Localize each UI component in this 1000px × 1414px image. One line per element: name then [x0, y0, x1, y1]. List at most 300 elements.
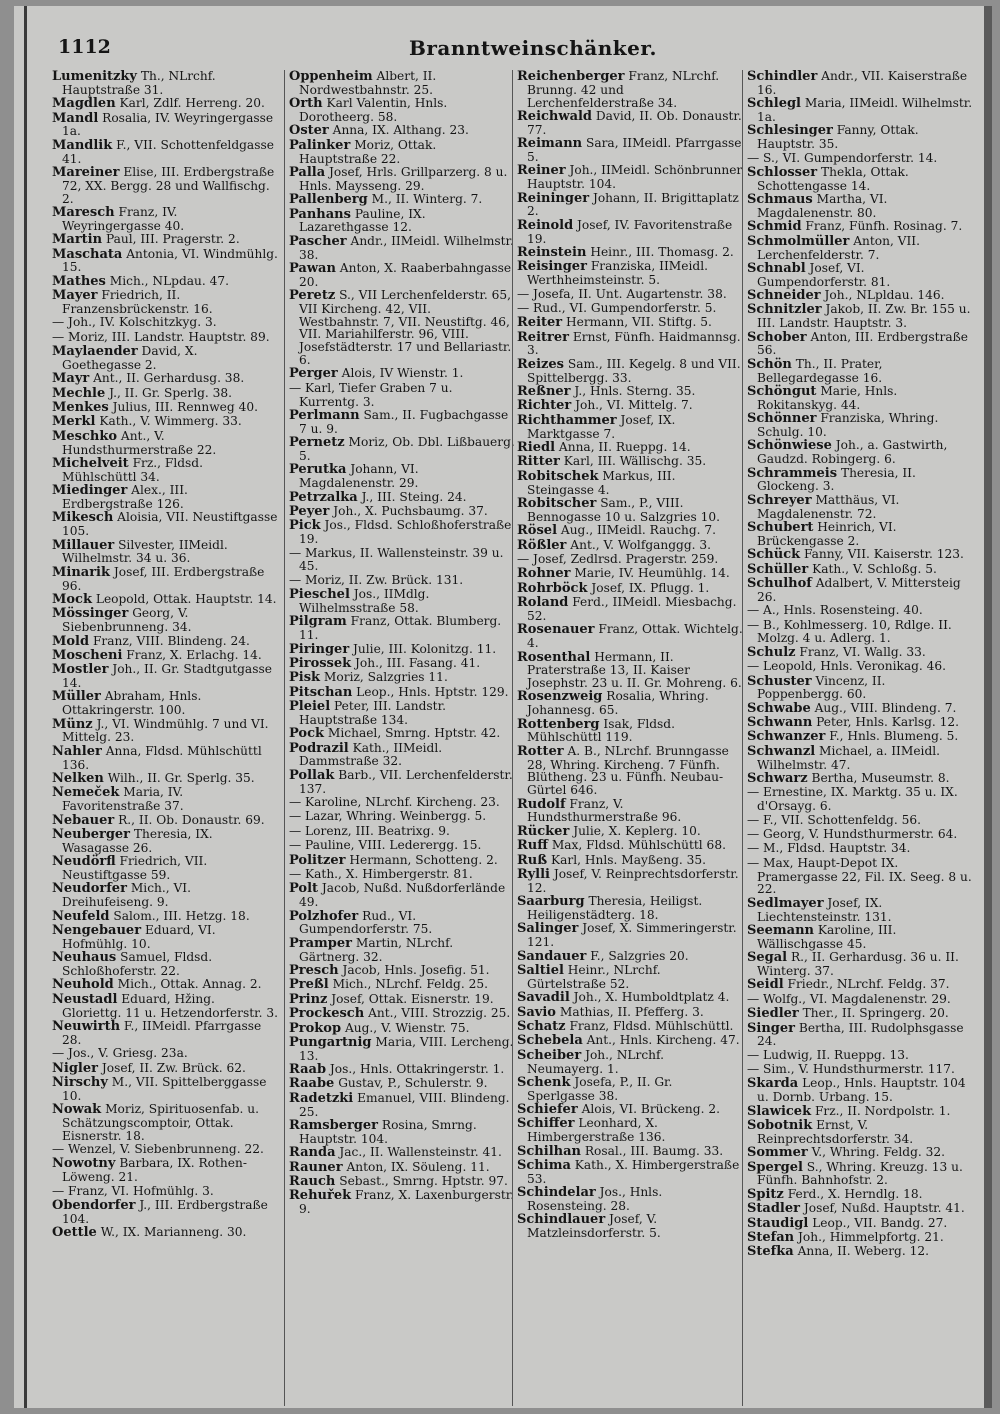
entry-details: Josef, X. Simmeringerstr. 121.	[527, 921, 737, 950]
entry-name: Müller	[52, 689, 101, 705]
directory-entry	[747, 439, 973, 466]
entry-details: Josef, Hrls. Grillparzerg. 8 u. Hnls. Maysseng. 29.	[299, 164, 508, 193]
entry-name: Reßner	[517, 384, 571, 400]
directory-entry	[517, 567, 743, 581]
directory-entry	[52, 457, 278, 484]
directory-entry	[747, 842, 973, 856]
entry-details: — Leopold, Hnls. Veronikag. 46.	[747, 659, 947, 674]
directory-entry	[747, 857, 973, 896]
directory-entry	[517, 718, 743, 745]
entry-name: Rohner	[517, 566, 571, 582]
directory-entry	[52, 993, 278, 1020]
entry-details: Joh., X. Humboldtplatz 4.	[573, 990, 730, 1005]
directory-entry	[517, 358, 743, 385]
entry-details: — Lazar, Whring. Weinbergg. 5.	[289, 809, 487, 824]
directory-entry	[517, 470, 743, 497]
entry-details: Ernst, Fünfh. Haidmannsg. 3.	[527, 329, 741, 358]
entry-name: Michelveit	[52, 456, 129, 471]
directory-entry	[289, 166, 515, 193]
entry-name: Schwanzl	[747, 743, 816, 759]
entry-details: Leonhard, X. Himbergerstraße 136.	[527, 1116, 666, 1145]
entry-details: Franz, Ottak. Wichtelg. 4.	[527, 622, 743, 651]
entry-name: Merkl	[52, 414, 96, 430]
entry-name: Rosenthal	[517, 649, 591, 665]
page-header	[44, 36, 992, 62]
entry-name: Neufeld	[52, 908, 110, 924]
directory-entry	[52, 855, 278, 882]
directory-entry	[747, 660, 973, 674]
entry-name: Prinz	[289, 991, 328, 1007]
entry-details: — Josef, Zedlrsd. Pragerstr. 259.	[517, 551, 719, 566]
entry-name: Schneider	[747, 288, 821, 304]
entry-name: Reisinger	[517, 259, 587, 275]
entry-name: Rehuřek	[289, 1188, 352, 1204]
entry-details: Mathias, II. Pfefferg. 3.	[559, 1004, 704, 1019]
entry-name: Reinold	[517, 217, 574, 233]
entry-details: Samuel, Fldsd. Schloßhoferstr. 22.	[62, 950, 213, 978]
directory-entry	[52, 539, 278, 566]
entry-name: Schmid	[747, 219, 802, 235]
entry-details: Matthäus, VI. Magdalenenstr. 72.	[757, 492, 900, 521]
directory-entry	[517, 302, 743, 316]
entry-details: Kath., V. Wimmerg. 33.	[99, 414, 242, 429]
directory-entry	[52, 786, 278, 813]
binding-edge	[24, 6, 27, 1408]
entry-details: Anton, III. Erdbergstraße 56.	[757, 329, 968, 358]
directory-entry	[517, 854, 743, 868]
directory-entry	[289, 208, 515, 235]
directory-entry	[52, 772, 278, 786]
entry-name: Reichwald	[517, 108, 593, 124]
entry-name: Riedl	[517, 440, 556, 456]
directory-entry	[289, 1146, 515, 1160]
directory-entry	[517, 651, 743, 690]
entry-details: Wilh., II. Gr. Sperlg. 35.	[107, 771, 255, 786]
directory-entry	[289, 686, 515, 700]
entry-details: Leopold, Ottak. Hauptstr. 14.	[95, 591, 277, 606]
entry-details: — A., Hnls. Rosensteing. 40.	[747, 603, 923, 618]
entry-name: Schubert	[747, 519, 814, 535]
entry-details: Ant., Hnls. Kircheng. 47.	[586, 1033, 740, 1048]
entry-details: Michael, Smrng. Hptstr. 42.	[327, 726, 501, 741]
directory-entry	[747, 548, 973, 562]
entry-details: — Lorenz, III. Beatrixg. 9.	[289, 823, 450, 838]
directory-entry	[52, 387, 278, 401]
directory-entry	[289, 854, 515, 868]
directory-entry	[52, 1076, 278, 1103]
entry-details: Ferd., X. Herndlg. 18.	[787, 1186, 923, 1201]
entry-name: Mechle	[52, 385, 106, 401]
directory-entry	[517, 690, 743, 717]
entry-details: — Georg, V. Hundsthurmerstr. 64.	[747, 827, 958, 842]
directory-entry	[517, 246, 743, 260]
entry-name: Schebela	[517, 1033, 583, 1049]
entry-details: Jacob, Hnls. Josefig. 51.	[342, 962, 490, 977]
entry-details: Bertha, III. Rudolphsgasse 24.	[757, 1020, 964, 1049]
entry-name: Rotter	[517, 743, 564, 759]
entry-name: Panhans	[289, 206, 351, 222]
entry-details: R., II. Ob. Donaustr. 69.	[118, 812, 265, 827]
entry-details: Karl, Zdlf. Herreng. 20.	[119, 96, 265, 111]
entry-details: Joh., VI. Mittelg. 7.	[575, 398, 693, 413]
entry-name: Nemeček	[52, 785, 120, 801]
directory-entry	[289, 671, 515, 685]
entry-details: Franz, VIII. Blindeng. 24.	[92, 633, 250, 648]
entry-name: Neustadl	[52, 991, 118, 1007]
entry-details: Julie, III. Kolonitzg. 11.	[353, 641, 497, 656]
entry-details: Markus, III. Steingasse 4.	[527, 468, 676, 497]
entry-name: Martin	[52, 232, 103, 248]
entry-details: Aloisia, VII. Neustiftgasse 105.	[62, 510, 278, 539]
directory-entry	[517, 950, 743, 964]
entry-name: Neuhold	[52, 977, 114, 993]
entry-name: Schrammeis	[747, 465, 838, 481]
directory-entry	[747, 467, 973, 494]
entry-name: Minarik	[52, 564, 110, 580]
directory-entry	[517, 553, 743, 567]
entry-name: Mandlik	[52, 137, 113, 153]
entry-details: Julie, X. Keplerg. 10.	[573, 823, 701, 838]
directory-entry	[747, 124, 973, 151]
directory-entry	[517, 414, 743, 441]
entry-details: Joh., II. Gr. Stadtgutgasse 14.	[62, 662, 272, 691]
directory-entry	[289, 97, 515, 124]
directory-entry	[289, 742, 515, 769]
page-title: Branntweinschänker.	[408, 36, 658, 60]
entry-name: Singer	[747, 1020, 795, 1036]
directory-entry	[52, 233, 278, 247]
entry-name: Perger	[289, 366, 338, 382]
entry-name: Nelken	[52, 771, 104, 787]
entry-name: Radetzki	[289, 1090, 354, 1106]
entry-details: Joh., a. Gastwirth, Gaudzd. Robingerg. 6.	[757, 438, 948, 467]
entry-details: Adalbert, V. Mittersteig 26.	[757, 575, 961, 604]
entry-details: Friedrich, VII. Neustiftgasse 59.	[62, 854, 208, 882]
entry-details: Andr., VII. Kaiserstraße 16.	[757, 70, 968, 97]
directory-entry	[747, 1146, 973, 1160]
entry-details: Alois, IV Wienstr. 1.	[341, 366, 464, 381]
entry-name: Nengebauer	[52, 922, 142, 938]
entry-details: Fanny, VII. Kaiserstr. 123.	[804, 547, 964, 562]
entry-name: Podrazil	[289, 740, 349, 756]
entry-name: Schindelar	[517, 1185, 596, 1201]
directory-entry	[747, 166, 973, 193]
entry-details: Anton, VII. Lerchenfelderstr. 7.	[757, 233, 920, 262]
entry-details: Andr., IIMeidl. Wilhelmstr. 38.	[299, 233, 514, 262]
entry-details: Kath., IIMeidl. Dammstraße 32.	[299, 740, 443, 769]
directory-entry	[517, 868, 743, 895]
entry-name: Obendorfer	[52, 1198, 136, 1214]
entry-name: Pieschel	[289, 587, 350, 603]
directory-entry	[747, 993, 973, 1007]
entry-details: Hermann, II. Praterstraße 13, II. Kaiser Josephstr. 23 u. II. Gr. Mohreng. 6.	[527, 649, 742, 691]
directory-entry	[747, 97, 973, 124]
entry-details: Vincenz, II. Poppenbergg. 60.	[757, 673, 886, 702]
directory-entry	[289, 262, 515, 289]
entry-name: Menkes	[52, 400, 109, 416]
entry-details: Mich., NLrchf. Feldg. 25.	[332, 977, 488, 992]
directory-entry	[747, 262, 973, 289]
entry-details: Ant., V. Hundsthurmerstraße 22.	[62, 428, 217, 457]
entry-name: Schwabe	[747, 700, 811, 716]
directory-entry	[517, 964, 743, 991]
entry-details: Julius, III. Rennweg 40.	[112, 400, 258, 415]
directory-entry	[517, 385, 743, 399]
entry-details: Fanny, Ottak. Hauptstr. 35.	[757, 123, 919, 152]
entry-name: Peretz	[289, 288, 336, 304]
entry-name: Mareiner	[52, 164, 120, 180]
directory-page	[14, 6, 992, 1408]
directory-entry	[517, 441, 743, 455]
entry-details: — Sim., V. Hundsthurmerstr. 117.	[747, 1062, 955, 1077]
directory-entry	[289, 1119, 515, 1146]
entry-name: Rösel	[517, 523, 558, 539]
entry-details: Isak, Fldsd. Mühlschüttl 119.	[527, 716, 675, 745]
entry-name: Neuhaus	[52, 950, 117, 966]
directory-entry	[517, 895, 743, 922]
entry-name: Polt	[289, 881, 319, 897]
entry-details: Thekla, Ottak. Schottengasse 14.	[757, 164, 909, 193]
entry-details: — Ludwig, II. Rueppg. 13.	[747, 1047, 909, 1062]
entry-details: Gustav, P., Schulerstr. 9.	[338, 1076, 488, 1091]
entry-name: Raabe	[289, 1076, 335, 1092]
directory-entry	[289, 139, 515, 166]
entry-name: Pollak	[289, 767, 335, 783]
entry-name: Petrzalka	[289, 489, 358, 505]
entry-details: Aug., V. Wienstr. 75.	[344, 1020, 470, 1035]
entry-details: Josef, Ottak. Eisnerstr. 19.	[331, 991, 494, 1006]
entry-name: Rosenzweig	[517, 689, 603, 705]
entry-details: — Wenzel, V. Siebenbrunneng. 22.	[52, 1142, 264, 1157]
directory-entry	[517, 524, 743, 538]
entry-details: — Karoline, NLrchf. Kircheng. 23.	[289, 795, 500, 810]
entry-details: M., VII. Spittelberggasse 10.	[62, 1074, 267, 1103]
directory-entry	[747, 730, 973, 744]
entry-name: Perlmann	[289, 408, 360, 424]
entry-details: Mich., VI. Dreihufeiseng. 9.	[62, 881, 191, 910]
directory-entry	[289, 193, 515, 207]
directory-entry	[289, 1189, 515, 1216]
directory-entry	[289, 519, 515, 546]
directory-entry	[517, 192, 743, 219]
directory-entry	[52, 1226, 278, 1240]
entry-details: Franz, Fldsd. Mühlschüttl.	[569, 1018, 734, 1033]
entry-details: — Rud., VI. Gumpendorferstr. 5.	[517, 300, 717, 315]
entry-name: Pirossek	[289, 655, 352, 671]
directory-entry	[289, 657, 515, 671]
entry-details: R., II. Gerhardusg. 36 u. II. Winterg. 37.	[757, 950, 959, 978]
entry-name: Saltiel	[517, 962, 564, 978]
entry-details: Rud., VI. Gumpendorferstr. 75.	[299, 908, 433, 937]
entry-name: Lumenitzky	[52, 70, 137, 84]
directory-entry	[747, 646, 973, 660]
entry-details: Anna, II. Weberg. 12.	[797, 1244, 929, 1259]
entry-details: Josef, II. Zw. Brück. 62.	[101, 1060, 246, 1075]
entry-name: Oettle	[52, 1225, 97, 1241]
directory-entry	[52, 484, 278, 511]
directory-entry	[747, 604, 973, 618]
directory-entry	[517, 1020, 743, 1034]
entry-name: Schmaus	[747, 192, 813, 208]
entry-name: Stefan	[747, 1230, 795, 1245]
directory-entry	[289, 993, 515, 1007]
entry-name: Robitscher	[517, 495, 597, 511]
directory-entry	[747, 193, 973, 220]
directory-entry	[289, 1022, 515, 1036]
entry-details: Franziska, IIMeidl. Werthheimsteinstr. 5.	[527, 259, 708, 288]
entry-details: — M., Fldsd. Hauptstr. 34.	[747, 841, 911, 856]
entry-name: Staudigl	[747, 1215, 809, 1231]
entry-details: Theresia, II. Glockeng. 3.	[757, 465, 916, 494]
entry-details: Rosalia, IV. Weyringergasse 1a.	[62, 110, 274, 139]
directory-entry	[289, 289, 515, 367]
entry-details: Heinr., III. Thomasg. 2.	[590, 244, 734, 259]
directory-entry	[747, 675, 973, 702]
directory-entry	[747, 1007, 973, 1021]
entry-name: Rauner	[289, 1159, 343, 1175]
entry-name: Mössinger	[52, 606, 129, 622]
entry-details: J., Hnls. Sterng. 35.	[574, 384, 696, 399]
entry-name: Reiner	[517, 163, 566, 179]
directory-entry	[289, 382, 515, 409]
directory-entry	[517, 991, 743, 1005]
entry-name: Schlesinger	[747, 123, 833, 139]
directory-entry	[747, 745, 973, 772]
directory-entry	[517, 1117, 743, 1144]
directory-entry	[517, 1006, 743, 1020]
directory-entry	[517, 1213, 743, 1240]
entry-details: Martin, NLrchf. Gärtnerg. 32.	[299, 935, 454, 964]
entry-details: Ernst, V. Reinprechtsdorferstr. 34.	[757, 1118, 914, 1146]
directory-entry	[517, 1103, 743, 1117]
entry-details: Barb., VII. Lerchenfelderstr. 137.	[299, 767, 513, 796]
entry-details: Joh., Himmelpfortg. 21.	[798, 1230, 944, 1244]
entry-details: Kath., V. Schloßg. 5.	[812, 561, 937, 576]
directory-entry	[52, 97, 278, 111]
entry-details: Antonia, VI. Windmühlg. 15.	[62, 246, 278, 275]
entry-name: Nebauer	[52, 812, 115, 828]
entry-details: Karl Valentin, Hnls. Dorotheerg. 58.	[299, 96, 448, 124]
entry-details: Bertha, Museumstr. 8.	[811, 771, 950, 786]
column-3	[512, 70, 743, 1406]
directory-entry	[517, 137, 743, 164]
entry-details: Marie, Hnls. Rokitanskyg. 44.	[757, 384, 898, 412]
directory-entry	[747, 152, 973, 166]
directory-entry	[52, 649, 278, 663]
directory-entry	[52, 1157, 278, 1184]
entry-details: David, X. Goethegasse 2.	[62, 344, 198, 372]
directory-entry	[289, 588, 515, 615]
entry-details: — Kath., X. Himbergerstr. 81.	[289, 867, 473, 881]
directory-entry	[289, 124, 515, 138]
page-number: 1112	[58, 36, 111, 58]
directory-entry	[289, 1036, 515, 1063]
directory-entry	[747, 1202, 973, 1216]
entry-name: Perutka	[289, 462, 347, 478]
entry-details: Frz., Fldsd. Mühlschüttl 34.	[62, 456, 203, 484]
directory-entry	[289, 1175, 515, 1189]
directory-entry	[289, 727, 515, 741]
entry-name: Schulz	[747, 644, 796, 660]
directory-entry	[289, 769, 515, 796]
entry-name: Schindlauer	[517, 1212, 606, 1228]
entry-details: Pauline, IX. Lazarethgasse 12.	[299, 206, 426, 235]
directory-entry	[289, 978, 515, 992]
entry-details: Anton, IX. Söuleng. 11.	[346, 1159, 490, 1174]
entry-details: Josef, V. Reinprechtsdorferstr. 12.	[527, 867, 739, 895]
directory-entry	[747, 786, 973, 813]
entry-details: Maria, VIII. Lercheng. 13.	[299, 1034, 514, 1063]
entry-details: Joh., III. Fasang. 41.	[355, 655, 481, 670]
entry-name: Pleiel	[289, 699, 331, 715]
entry-details: Martha, VI. Magdalenenstr. 80.	[757, 192, 888, 220]
directory-entry	[52, 882, 278, 909]
entry-details: Franz, NLrchf. Brunng. 42 und Lerchenfelderstraße 34.	[527, 70, 720, 110]
entry-name: Reimann	[517, 136, 583, 152]
directory-entry	[52, 978, 278, 992]
directory-entry	[289, 491, 515, 505]
directory-entry	[289, 700, 515, 727]
entry-name: Peyer	[289, 504, 330, 519]
entry-details: Georg, V. Siebenbrunneng. 34.	[62, 606, 192, 635]
entry-name: Nigler	[52, 1060, 98, 1076]
entry-name: Rosenauer	[517, 622, 595, 638]
directory-entry	[52, 593, 278, 607]
entry-details: J., VI. Windmühlg. 7 und VI. Mittelg. 23.	[62, 716, 269, 745]
entry-details: Ant., V. Wolfganggg. 3.	[570, 537, 712, 552]
entry-name: Neuberger	[52, 827, 131, 843]
entry-details: Franziska, Whring. Schulg. 10.	[757, 411, 939, 440]
directory-entry	[289, 964, 515, 978]
entry-name: Pernetz	[289, 435, 345, 451]
directory-entry	[747, 1022, 973, 1049]
directory-entry	[289, 643, 515, 657]
entry-details: Max, Fldsd. Mühlschüttl 68.	[551, 838, 726, 853]
directory-entry	[52, 289, 278, 316]
entry-details: Moriz, Spirituosenfab. u. Schätzungscomptoir, Ottak. Eisnerstr. 18.	[62, 1102, 259, 1143]
entry-details: Heinrich, VI. Brückengasse 2.	[757, 519, 897, 548]
entry-name: Sandauer	[517, 948, 587, 964]
entry-details: Kath., X. Himbergerstraße 53.	[527, 1158, 740, 1186]
entry-details: Rosina, Smrng. Hauptstr. 104.	[299, 1118, 477, 1146]
entry-name: Schön	[747, 356, 792, 372]
entry-name: Rauch	[289, 1174, 336, 1190]
entry-name: Pock	[289, 726, 325, 742]
entry-details: — Franz, VI. Hofmühlg. 3.	[52, 1183, 214, 1198]
directory-entry	[747, 1119, 973, 1146]
entry-details: Rosal., III. Baumg. 33.	[584, 1143, 724, 1158]
entry-details: Hermann, VII. Stiftg. 5.	[566, 315, 712, 330]
directory-entry	[289, 70, 515, 97]
entry-details: Th., II. Prater, Bellegardegasse 16.	[757, 356, 883, 385]
entry-details: Ther., II. Springerg. 20.	[802, 1006, 949, 1021]
entry-details: Leop., VII. Bandg. 27.	[812, 1215, 948, 1230]
entry-details: Franz, Fünfh. Rosinag. 7.	[805, 219, 963, 234]
directory-entry	[747, 70, 973, 97]
entry-details: Franz, X. Erlachg. 14.	[126, 647, 262, 662]
directory-entry	[747, 220, 973, 234]
entry-name: Magdlen	[52, 96, 116, 112]
directory-entry	[289, 868, 515, 882]
entry-name: Nahler	[52, 743, 102, 759]
entry-details: Paul, III. Pragerstr. 2.	[105, 232, 240, 247]
entry-details: Barbara, IX. Rothen-Löweng. 21.	[62, 1156, 247, 1185]
entry-details: Franz, X. Laxenburgerstr. 9.	[299, 1188, 515, 1217]
entry-name: Reiter	[517, 315, 563, 331]
entry-details: Abraham, Hnls. Ottakringerstr. 100.	[62, 689, 202, 718]
entry-name: Ruff	[517, 838, 548, 854]
directory-entry	[517, 260, 743, 287]
